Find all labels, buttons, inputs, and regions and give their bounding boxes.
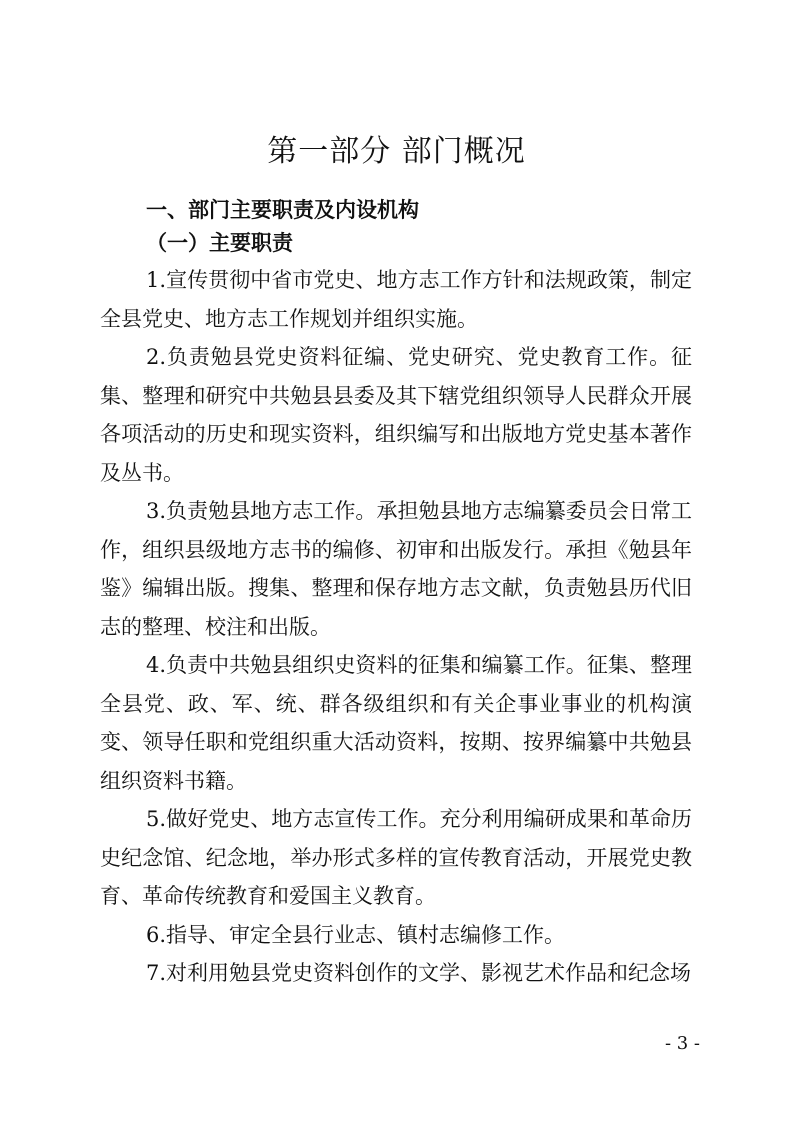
- paragraph-3: 3.负责勉县地方志工作。承担勉县地方志编纂委员会日常工作，组织县级地方志书的编修、初审和出版发行。承担《勉县年鉴》编辑出版。搜集、整理和保存地方志文献，负责勉县历代旧志的整理、校注和出版。: [100, 499, 692, 639]
- page-number: - 3 -: [664, 1033, 700, 1054]
- paragraph-5: 5.做好党史、地方志宣传工作。充分利用编研成果和革命历史纪念馆、纪念地，举办形式多样的宣传教育活动，开展党史教育、革命传统教育和爱国主义教育。: [100, 807, 692, 908]
- paragraph-4: 4.负责中共勉县组织史资料的征集和编纂工作。征集、整理全县党、政、军、统、群各级组织和有关企事业事业的机构演变、领导任职和党组织重大活动资料，按期、按界编纂中共勉县组织资料书籍。: [100, 653, 692, 793]
- page-title: 第一部分 部门概况: [267, 134, 526, 169]
- paragraph-7: 7.对利用勉县党史资料创作的文学、影视艺术作品和纪念场: [146, 961, 692, 985]
- paragraph-6: 6.指导、审定全县行业志、镇村志编修工作。: [146, 922, 566, 947]
- paragraph-2: 2.负责勉县党史资料征编、党史研究、党史教育工作。征集、整理和研究中共勉县县委及其下辖党组织领导人民群众开展各项活动的历史和现实资料，组织编写和出版地方党史基本著作及丛书。: [100, 345, 692, 485]
- paragraph-1: 1.宣传贯彻中省市党史、地方志工作方针和法规政策，制定全县党史、地方志工作规划并组织实施。: [100, 268, 692, 331]
- body-text: [100, 261, 692, 993]
- sub-heading: （一）主要职责: [146, 230, 293, 255]
- section-heading: 一、部门主要职责及内设机构: [146, 198, 419, 222]
